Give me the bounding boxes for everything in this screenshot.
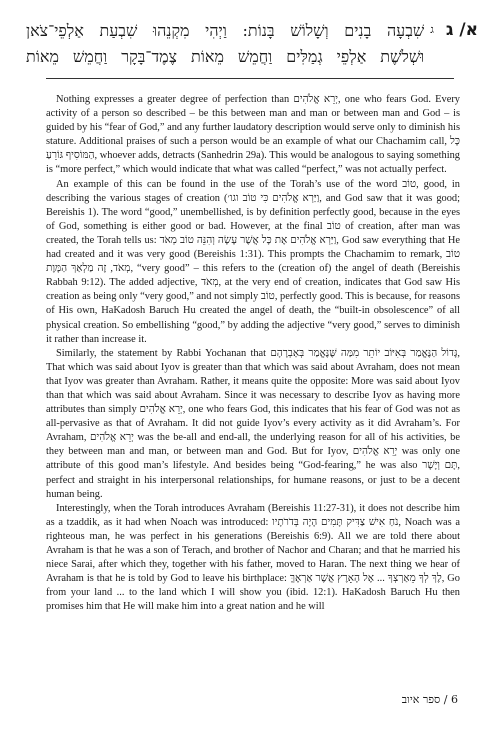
page-footer [402, 693, 458, 706]
commentary-paragraph-3: Similarly, the statement by Rabbi Yochanan that גָּדוֹל הַנֶּאֱמַר בְּאִיּוֹב יוֹתֵר מִמַּה שֶּׁנֶּאֱמַר בְּאַבְרָהָם, That which was said about Iyov is greater than that which was said about Avraham, does not mean that Iyov was greater than Avraham. Rather, it means quite the opposite: More was said about Iyov than that which was said about Avraham. Since it was necessary to describe Iyov as having more attributes than simply יְרֵא אֱלֹהִים, one who fears God, this indicates that his fear of God was not as all-pervasive as that of Avraham. It did not guide Iyov’s every activity as it did Avraham’s. For Avraham, יְרֵא אֱלֹהִים was the be-all and end-all, the underlying reason for all of his activities, be they between man and man, or between man and God. But for Iyov, יְרֵא אֱלֹהִים was only one attribute of this good man’s lifestyle. And besides being “God-fearing,” he was also תָּם וְיָשָׁר, perfect and straight in his interpersonal relationships, for humane reasons, or just to be a decent human being. [46, 347, 461, 500]
verse-reference: א/ ג [445, 20, 478, 40]
book-title: ספר איוב [401, 693, 441, 706]
verse-block [26, 18, 478, 70]
page-number: 6 [451, 693, 458, 706]
verse-text [26, 18, 424, 70]
commentary [46, 93, 460, 614]
commentary-paragraph-1: Nothing expresses a greater degree of perfection than יְרֵא אֱלֹהִים, one who fears God. Every activity of a person so described – be this between man and man or between man and God – is guided by his “fear of God,” and any further laudatory description would serve only to diminish his stature. Additional praises of such a person would be an example of what our Chachamim call, כָּל הַמּוֹסִיף גּוֹרֵעַ, whoever adds, detracts (Sanhedrin 29a). This would be analogous to saying something is “more perfect,” which would indicate that what was called “perfect,” was not actually perfect. [46, 94, 461, 176]
verse-number: ג [430, 23, 434, 36]
divider-rule [46, 78, 454, 79]
verse-line-1: שִׁבְעָה בָנִים וְשָׁלוֹשׁ בָּנוֹת: וַיְהִי מִקְנֵהוּ שִׁבְעַת אַלְפֵי־צֹאן [26, 21, 425, 40]
commentary-paragraph-4: Interestingly, when the Torah introduces Avraham (Bereishis 11:27-31), it does not describe him as a tzaddik, as it had when Noach was introduced: נֹחַ אִישׁ צַדִּיק תָּמִים הָיָה בְּדֹרֹתָיו, Noach was a righteous man, he was perfect in his generations (Bereishis 6:9). All we are told there about Avraham is that he was a son of Terach, and brother of Nachor and Charan; and that he married his niece Sarai, after which they, together with his father, moved to Haran. The next thing we hear of Avraham is that he is told by God to leave his birthplace: לֶךְ לְךָ מֵאַרְצְךָ ... אֶל הָאָרֶץ אֲשֶׁר אַרְאֶךָּ, Go from your land ... to the land which I will show you (ibid. 12:1). HaKadosh Baruch Hu then promises him that He will make him into a great nation and he will [46, 502, 460, 613]
footer-separator: / [443, 693, 448, 706]
commentary-paragraph-2: An example of this can be found in the use of the Torah’s use of the word טוֹב, good, in describing the various stages of creation (וַיַּרְא אֱלֹהִים כִּי טוֹב וגו׳, and God saw that it was good; Bereishis 1). The word “good,” unembellished, is by definition perfectly good, because in the eyes of God, something is either good or bad. However, at the final טוֹב of creation, after man was created, the Torah tells us: וַיַּרְא אֱלֹהִים אֶת כָּל אֲשֶׁר עָשָׂה וְהִנֵּה טוֹב מְאֹד, God saw everything that He had created and it was very good (Bereishis 1:31). This prompts the Chachamim to remark, טוֹב מְאֹד, זֶה מַלְאַךְ הַמָּוֶת, “very good” – this refers to the (creation of) the angel of death (Bereishis Rabbah 9:12). The added adjective, מְאֹד, at the very end of creation, indicates that God saw His creation as being only “very good,” and not simply טוֹב, perfectly good. This is because, for reasons of His own, HaKadosh Baruch Hu created the angel of death, the “built-in obsolescence” of all physical creation. So embellishing “good,” by adding the adjective “very good,” serves to diminish it rather than increase it. [46, 178, 461, 345]
verse-line-2: וּשְׁלֹשֶׁת אַלְפֵי גְמַלִּים וַחֲמֵשׁ מֵאוֹת צֶמֶד־בָּקָר וַחֲמֵשׁ מֵאוֹת [26, 47, 425, 66]
